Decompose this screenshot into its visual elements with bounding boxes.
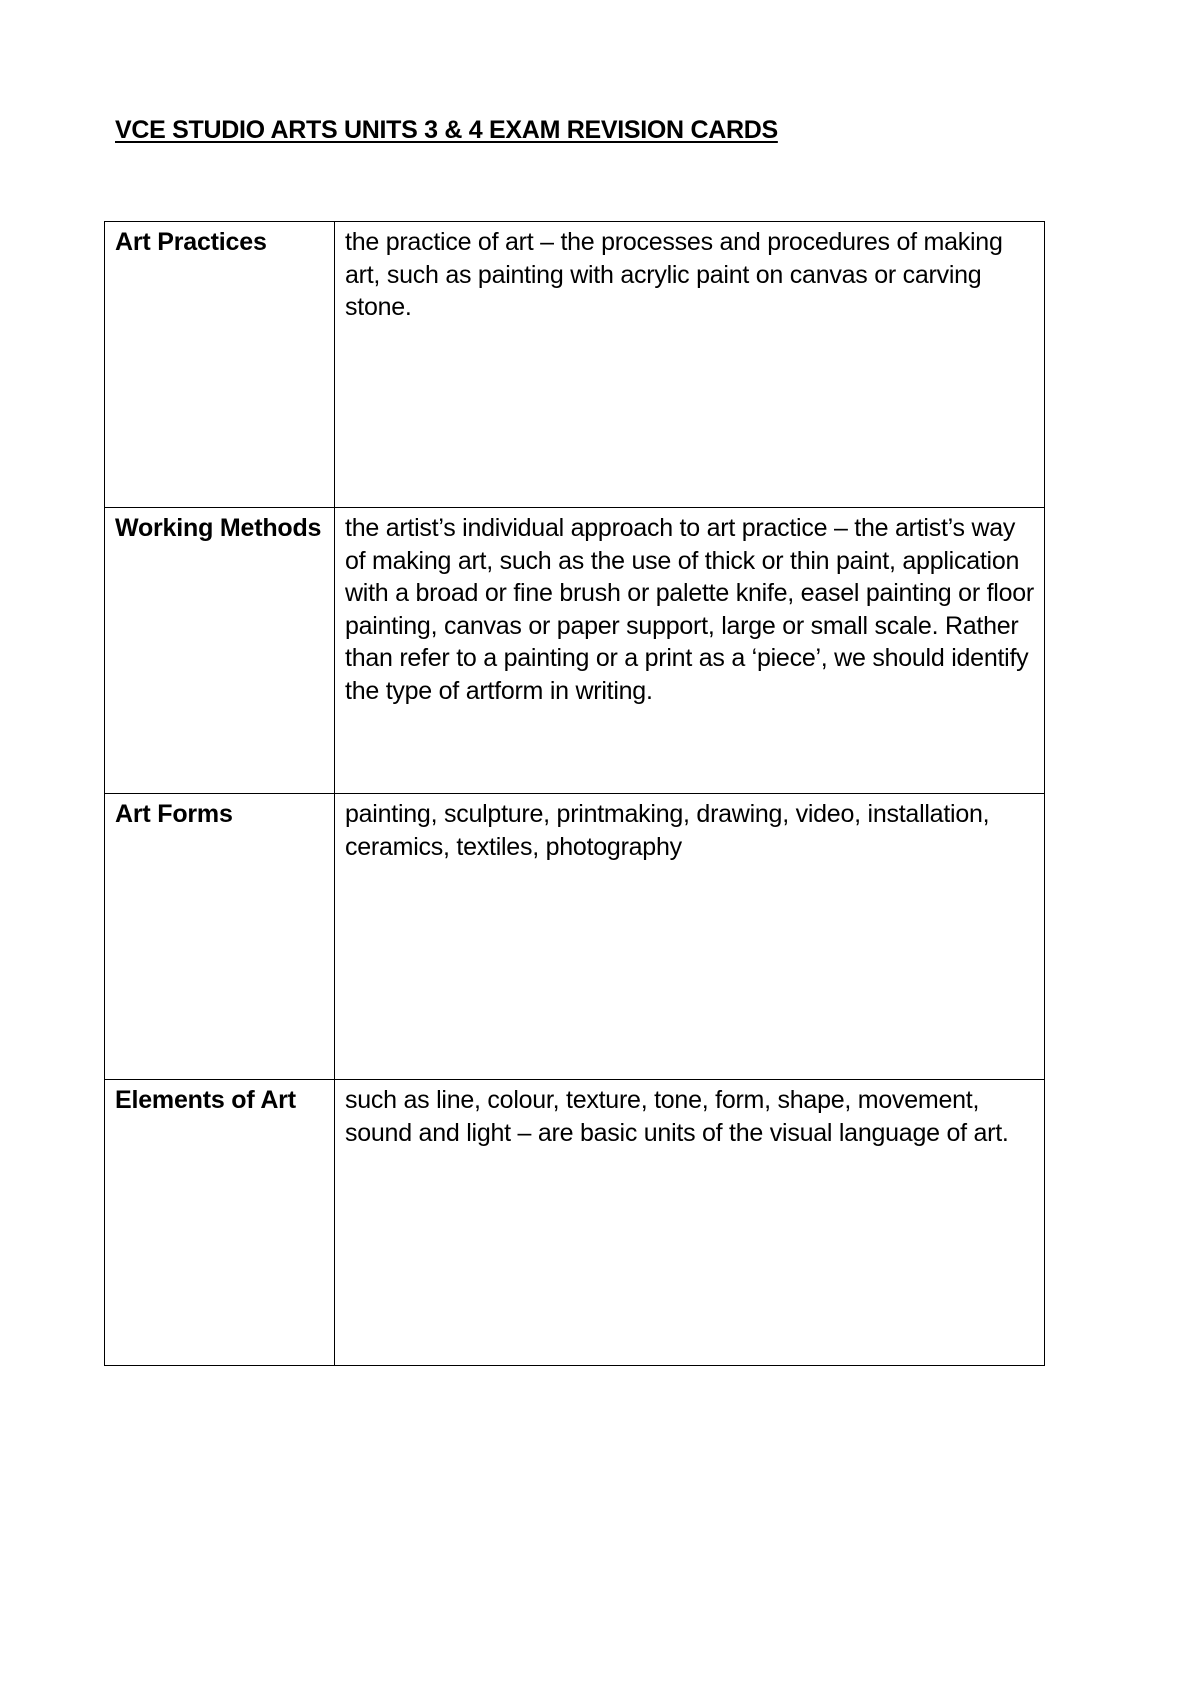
definition-cell <box>335 508 1045 794</box>
term-cell <box>105 794 335 1080</box>
card-definition: the practice of art – the processes and procedures of making art, such as painting with acrylic paint on canvas or carving stone. <box>345 228 1003 321</box>
table-row <box>105 1080 1045 1366</box>
card-term: Elements of Art <box>115 1086 296 1114</box>
revision-cards-table <box>104 221 1045 1366</box>
card-term: Working Methods <box>115 514 322 542</box>
card-definition: painting, sculpture, printmaking, drawing, video, installation, ceramics, textiles, photography <box>345 800 990 861</box>
definition-cell <box>335 794 1045 1080</box>
card-definition: the artist’s individual approach to art practice – the artist’s way of making art, such as the use of thick or thin paint, application with a broad or fine brush or palette knife, easel painting or floor painting, canvas or paper support, large or small scale. Rather than refer to a painting or a print as a ‘piece’, we should identify the type of artform in writing. <box>345 514 1034 705</box>
term-cell <box>105 1080 335 1366</box>
definition-cell <box>335 1080 1045 1366</box>
page-title: VCE STUDIO ARTS UNITS 3 & 4 EXAM REVISION CARDS <box>115 116 778 144</box>
table-row <box>105 222 1045 508</box>
card-definition: such as line, colour, texture, tone, form, shape, movement, sound and light – are basic units of the visual language of art. <box>345 1086 1009 1147</box>
card-term: Art Practices <box>115 228 267 256</box>
term-cell <box>105 508 335 794</box>
term-cell <box>105 222 335 508</box>
table-row <box>105 508 1045 794</box>
definition-cell <box>335 222 1045 508</box>
card-term: Art Forms <box>115 800 233 828</box>
table-row <box>105 794 1045 1080</box>
